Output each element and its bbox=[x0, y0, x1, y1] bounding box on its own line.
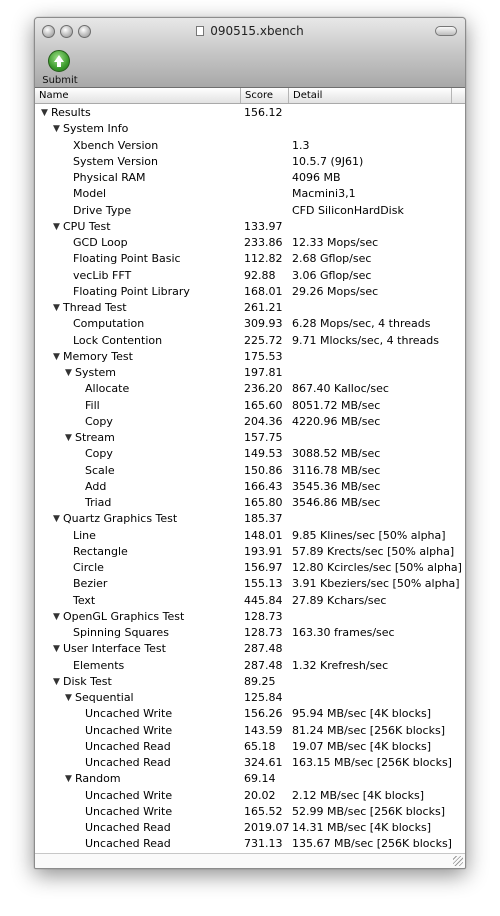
column-header-detail[interactable]: Detail bbox=[293, 90, 323, 101]
row-name: vecLib FFT bbox=[73, 268, 132, 282]
status-bar bbox=[35, 853, 465, 868]
outline-row[interactable] bbox=[35, 543, 465, 559]
row-detail: 3546.86 MB/sec bbox=[292, 496, 381, 509]
outline-row[interactable] bbox=[35, 803, 465, 819]
row-name: GCD Loop bbox=[73, 236, 128, 249]
row-score: 156.12 bbox=[244, 106, 283, 119]
row-detail: 57.89 Krects/sec [50% alpha] bbox=[292, 544, 455, 558]
outline-row[interactable] bbox=[35, 120, 465, 136]
outline-row[interactable] bbox=[35, 657, 465, 673]
row-name: CPU Test bbox=[63, 219, 111, 233]
row-name: Floating Point Library bbox=[73, 284, 190, 298]
row-score: 143.59 bbox=[244, 723, 283, 737]
column-header-name[interactable]: Name bbox=[39, 90, 69, 101]
row-detail: 1.32 Krefresh/sec bbox=[292, 658, 389, 672]
outline-row[interactable] bbox=[35, 299, 465, 315]
row-detail: 12.33 Mops/sec bbox=[292, 236, 379, 249]
row-score: 197.81 bbox=[244, 366, 283, 379]
submit-label: Submit bbox=[42, 75, 78, 86]
row-detail: 95.94 MB/sec [4K blocks] bbox=[292, 707, 431, 721]
row-detail: 81.24 MB/sec [256K blocks] bbox=[292, 723, 445, 737]
resize-grip-icon[interactable] bbox=[453, 856, 463, 866]
row-score: 165.52 bbox=[244, 804, 283, 818]
row-score: 175.53 bbox=[244, 349, 283, 363]
row-score: 168.01 bbox=[244, 284, 283, 298]
disclosure-triangle-icon[interactable]: ▼ bbox=[65, 433, 72, 443]
document-icon bbox=[196, 26, 204, 36]
window-title-text: 090515.xbench bbox=[210, 24, 304, 38]
outline-row[interactable] bbox=[35, 722, 465, 738]
row-name: Spinning Squares bbox=[73, 626, 169, 639]
outline-row[interactable] bbox=[35, 315, 465, 331]
row-name: Uncached Write bbox=[85, 707, 173, 721]
toolbar-toggle-button[interactable] bbox=[435, 26, 457, 36]
outline-row[interactable] bbox=[35, 608, 465, 624]
row-detail: 3.91 Kbeziers/sec [50% alpha] bbox=[292, 577, 460, 591]
row-score: 204.36 bbox=[244, 414, 283, 428]
outline-row[interactable] bbox=[35, 819, 465, 835]
submit-button[interactable] bbox=[37, 49, 79, 86]
row-score: 125.84 bbox=[244, 691, 283, 704]
row-score: 236.20 bbox=[244, 382, 283, 396]
disclosure-triangle-icon[interactable]: ▼ bbox=[53, 644, 60, 655]
outline-row[interactable] bbox=[35, 348, 465, 364]
row-score: 261.21 bbox=[244, 301, 283, 314]
row-name: Bezier bbox=[73, 577, 108, 591]
row-score: 193.91 bbox=[244, 544, 283, 558]
outline-row[interactable] bbox=[35, 380, 465, 396]
row-name: Physical RAM bbox=[73, 171, 146, 184]
outline-row[interactable] bbox=[35, 250, 465, 266]
row-name: OpenGL Graphics Test bbox=[63, 609, 185, 623]
row-name: Sequential bbox=[75, 691, 134, 704]
row-name: Allocate bbox=[85, 382, 130, 396]
row-name: Model bbox=[73, 187, 107, 201]
outline-row[interactable] bbox=[35, 202, 465, 218]
outline-row[interactable] bbox=[35, 397, 465, 413]
row-detail: 14.31 MB/sec [4K blocks] bbox=[292, 821, 431, 834]
row-detail: 9.85 Klines/sec [50% alpha] bbox=[292, 528, 446, 542]
row-name: Thread Test bbox=[63, 301, 127, 314]
row-score: 128.73 bbox=[244, 626, 283, 639]
row-name: Rectangle bbox=[73, 544, 128, 558]
outline-row[interactable] bbox=[35, 364, 465, 380]
row-detail: 4096 MB bbox=[292, 171, 341, 184]
row-name: Add bbox=[85, 479, 107, 493]
outline-row[interactable] bbox=[35, 510, 465, 526]
row-name: Xbench Version bbox=[73, 138, 159, 152]
row-name: User Interface Test bbox=[63, 642, 166, 656]
outline-row[interactable] bbox=[35, 754, 465, 770]
outline-row[interactable] bbox=[35, 575, 465, 591]
outline-row[interactable] bbox=[35, 527, 465, 543]
outline-row[interactable] bbox=[35, 462, 465, 478]
row-score: 92.88 bbox=[244, 268, 276, 282]
disclosure-triangle-icon[interactable]: ▼ bbox=[65, 368, 72, 378]
outline-row[interactable] bbox=[35, 429, 465, 445]
outline-row[interactable] bbox=[35, 153, 465, 169]
row-name: Lock Contention bbox=[73, 333, 163, 347]
outline-row[interactable] bbox=[35, 559, 465, 575]
row-detail: 2.12 MB/sec [4K blocks] bbox=[292, 788, 424, 802]
row-detail: 3116.78 MB/sec bbox=[292, 463, 381, 477]
row-name: Text bbox=[73, 593, 96, 607]
row-score: 69.14 bbox=[244, 772, 276, 786]
row-name: Copy bbox=[85, 447, 113, 461]
disclosure-triangle-icon[interactable]: ▼ bbox=[53, 221, 60, 232]
row-score: 287.48 bbox=[244, 642, 283, 656]
upload-arrow-icon bbox=[48, 50, 70, 72]
row-detail: Macmini3,1 bbox=[292, 187, 356, 201]
row-score: 155.13 bbox=[244, 577, 283, 591]
window-title bbox=[35, 24, 465, 38]
outline-row[interactable] bbox=[35, 137, 465, 153]
disclosure-triangle-icon[interactable]: ▼ bbox=[53, 351, 60, 362]
outline-row[interactable] bbox=[35, 494, 465, 510]
disclosure-triangle-icon[interactable]: ▼ bbox=[53, 303, 60, 313]
row-detail: 163.15 MB/sec [256K blocks] bbox=[292, 756, 452, 769]
column-header bbox=[35, 88, 465, 104]
row-detail: 163.30 frames/sec bbox=[292, 626, 395, 639]
outline-row[interactable] bbox=[35, 218, 465, 234]
row-name: Triad bbox=[85, 496, 112, 509]
row-score: 128.73 bbox=[244, 609, 283, 623]
outline-row[interactable] bbox=[35, 770, 465, 786]
row-score: 309.93 bbox=[244, 317, 283, 331]
row-name: Disk Test bbox=[63, 674, 112, 688]
outline-row[interactable] bbox=[35, 104, 465, 120]
row-score: 233.86 bbox=[244, 236, 283, 249]
row-score: 149.53 bbox=[244, 447, 283, 461]
row-score: 185.37 bbox=[244, 512, 283, 526]
row-score: 165.60 bbox=[244, 398, 283, 412]
row-name: Elements bbox=[73, 658, 125, 672]
row-score: 133.97 bbox=[244, 219, 283, 233]
disclosure-triangle-icon[interactable]: ▼ bbox=[53, 676, 60, 687]
disclosure-triangle-icon[interactable]: ▼ bbox=[41, 108, 48, 118]
outline-row[interactable] bbox=[35, 185, 465, 201]
outline-row[interactable] bbox=[35, 169, 465, 185]
xbench-window bbox=[34, 17, 466, 869]
row-name: Uncached Write bbox=[85, 788, 173, 802]
row-detail: 2.68 Gflop/sec bbox=[292, 252, 372, 266]
outline-row[interactable] bbox=[35, 283, 465, 299]
disclosure-triangle-icon[interactable]: ▼ bbox=[65, 774, 72, 785]
row-score: 324.61 bbox=[244, 756, 283, 769]
disclosure-triangle-icon[interactable]: ▼ bbox=[53, 124, 60, 135]
outline-row[interactable] bbox=[35, 478, 465, 494]
row-score: 156.26 bbox=[244, 707, 283, 721]
row-score: 166.43 bbox=[244, 479, 283, 493]
column-divider bbox=[451, 88, 452, 103]
row-detail: 3545.36 MB/sec bbox=[292, 479, 381, 493]
row-detail: 4220.96 MB/sec bbox=[292, 414, 381, 428]
outline-row[interactable] bbox=[35, 705, 465, 721]
row-score: 156.97 bbox=[244, 561, 283, 574]
row-name: Uncached Read bbox=[85, 756, 171, 769]
row-name: System Info bbox=[63, 122, 129, 136]
row-name: Floating Point Basic bbox=[73, 252, 181, 266]
row-name: Copy bbox=[85, 414, 113, 428]
row-name: System Version bbox=[73, 154, 158, 168]
row-name: System bbox=[75, 366, 117, 379]
title-bar[interactable] bbox=[35, 18, 465, 88]
row-detail: 19.07 MB/sec [4K blocks] bbox=[292, 739, 431, 753]
row-name: Memory Test bbox=[63, 349, 133, 363]
outline-row[interactable] bbox=[35, 267, 465, 283]
row-name: Results bbox=[51, 106, 91, 119]
row-score: 89.25 bbox=[244, 674, 276, 688]
row-detail: CFD SiliconHardDisk bbox=[292, 203, 404, 217]
column-header-score[interactable]: Score bbox=[245, 90, 274, 101]
outline-row[interactable] bbox=[35, 835, 465, 851]
outline-row[interactable] bbox=[35, 689, 465, 705]
row-score: 157.75 bbox=[244, 431, 283, 444]
disclosure-triangle-icon[interactable]: ▼ bbox=[53, 611, 60, 622]
row-detail: 27.89 Kchars/sec bbox=[292, 593, 387, 607]
row-name: Random bbox=[75, 772, 121, 786]
row-score: 731.13 bbox=[244, 837, 283, 851]
outline-row[interactable] bbox=[35, 738, 465, 754]
row-score: 165.80 bbox=[244, 496, 283, 509]
row-name: Quartz Graphics Test bbox=[63, 512, 178, 526]
row-name: Fill bbox=[85, 398, 100, 412]
row-detail: 29.26 Mops/sec bbox=[292, 284, 379, 298]
row-name: Uncached Read bbox=[85, 837, 171, 851]
disclosure-triangle-icon[interactable]: ▼ bbox=[53, 514, 60, 525]
row-detail: 12.80 Kcircles/sec [50% alpha] bbox=[292, 561, 462, 574]
row-score: 2019.07 bbox=[244, 821, 290, 834]
outline-row[interactable] bbox=[35, 445, 465, 461]
row-detail: 10.5.7 (9J61) bbox=[292, 154, 364, 168]
row-score: 20.02 bbox=[244, 788, 276, 802]
outline-row[interactable] bbox=[35, 234, 465, 250]
row-name: Drive Type bbox=[73, 203, 132, 217]
row-name: Scale bbox=[85, 463, 115, 477]
row-detail: 1.3 bbox=[292, 138, 310, 152]
row-detail: 6.28 Mops/sec, 4 threads bbox=[292, 317, 431, 331]
row-name: Line bbox=[73, 528, 96, 542]
row-detail: 52.99 MB/sec [256K blocks] bbox=[292, 804, 445, 818]
row-score: 112.82 bbox=[244, 252, 283, 266]
row-name: Uncached Write bbox=[85, 804, 173, 818]
outline-row[interactable] bbox=[35, 640, 465, 656]
row-score: 445.84 bbox=[244, 593, 283, 607]
row-name: Stream bbox=[75, 431, 115, 444]
row-name: Uncached Read bbox=[85, 821, 171, 834]
outline-row[interactable] bbox=[35, 413, 465, 429]
outline-row[interactable] bbox=[35, 592, 465, 608]
row-detail: 867.40 Kalloc/sec bbox=[292, 382, 389, 396]
outline-row[interactable] bbox=[35, 332, 465, 348]
row-detail: 3088.52 MB/sec bbox=[292, 447, 381, 461]
results-outline bbox=[35, 104, 465, 852]
row-detail: 135.67 MB/sec [256K blocks] bbox=[292, 837, 452, 851]
row-detail: 9.71 Mlocks/sec, 4 threads bbox=[292, 333, 439, 347]
outline-row[interactable] bbox=[35, 787, 465, 803]
row-name: Uncached Write bbox=[85, 723, 173, 737]
row-name: Uncached Read bbox=[85, 739, 171, 753]
outline-row[interactable] bbox=[35, 673, 465, 689]
row-name: Circle bbox=[73, 561, 104, 574]
row-score: 287.48 bbox=[244, 658, 283, 672]
row-detail: 8051.72 MB/sec bbox=[292, 398, 381, 412]
row-score: 225.72 bbox=[244, 333, 283, 347]
row-name: Computation bbox=[73, 317, 145, 331]
row-score: 65.18 bbox=[244, 739, 276, 753]
row-score: 148.01 bbox=[244, 528, 283, 542]
disclosure-triangle-icon[interactable]: ▼ bbox=[65, 693, 72, 703]
outline-row[interactable] bbox=[35, 624, 465, 640]
row-detail: 3.06 Gflop/sec bbox=[292, 268, 372, 282]
row-score: 150.86 bbox=[244, 463, 283, 477]
